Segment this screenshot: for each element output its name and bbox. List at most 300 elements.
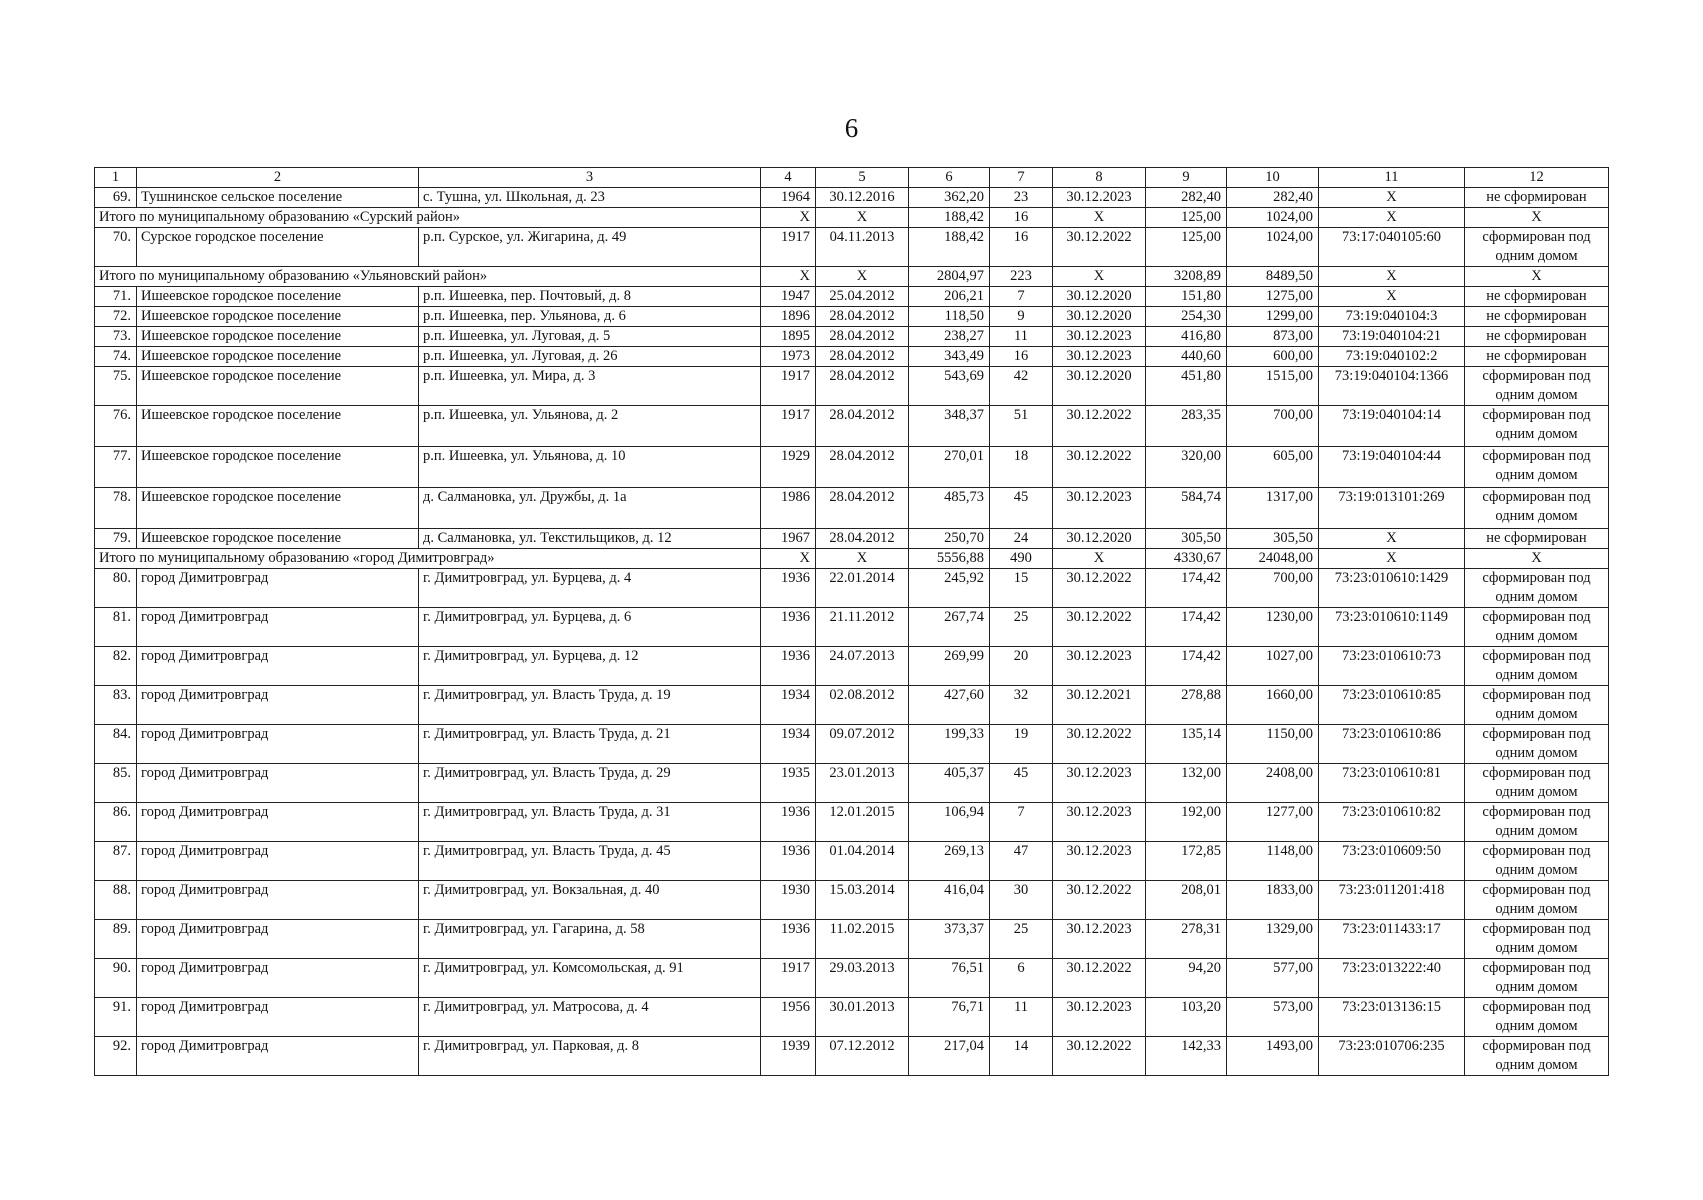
table-row [95,488,1609,529]
column-9-cell: 174,42 [1146,569,1227,608]
row-number-cell: 72. [95,307,137,327]
year-cell: 1917 [761,406,816,447]
year-cell: 1934 [761,725,816,764]
cadastre-cell: 73:19:040104:3 [1319,307,1465,327]
cadastre-cell: 73:17:040105:60 [1319,228,1465,267]
area-cell: 106,94 [909,803,990,842]
settlement-cell: Тушнинское сельское поселение [137,188,419,208]
subtotal-label: Итого по муниципальному образованию «Сурский район» [95,208,761,228]
area-cell: 5556,88 [909,549,990,569]
address-cell: г. Димитровград, ул. Власть Труда, д. 31 [419,803,761,842]
column-10-cell: 1148,00 [1227,842,1319,881]
deadline-cell: 30.12.2022 [1053,881,1146,920]
deadline-cell: 30.12.2023 [1053,842,1146,881]
area-cell: 485,73 [909,488,990,529]
column-9-cell: 135,14 [1146,725,1227,764]
row-number-cell: 70. [95,228,137,267]
cadastre-cell: X [1319,208,1465,228]
table-row [95,367,1609,406]
deadline-cell: 30.12.2023 [1053,347,1146,367]
year-cell: 1947 [761,287,816,307]
cadastre-cell: 73:19:040104:44 [1319,447,1465,488]
column-9-cell: 132,00 [1146,764,1227,803]
cadastre-cell: 73:23:013136:15 [1319,998,1465,1037]
residents-cell: 30 [990,881,1053,920]
area-cell: 343,49 [909,347,990,367]
column-number-header-row [95,168,1609,188]
year-cell: 1936 [761,920,816,959]
column-10-cell: 24048,00 [1227,549,1319,569]
date-cell: 30.12.2016 [816,188,909,208]
column-header: 4 [761,168,816,188]
row-number-cell: 89. [95,920,137,959]
column-10-cell: 1277,00 [1227,803,1319,842]
cadastre-cell: 73:23:011201:418 [1319,881,1465,920]
year-cell: 1936 [761,608,816,647]
row-number-cell: 76. [95,406,137,447]
deadline-cell: 30.12.2022 [1053,725,1146,764]
column-10-cell: 605,00 [1227,447,1319,488]
area-cell: 416,04 [909,881,990,920]
address-cell: г. Димитровград, ул. Комсомольская, д. 91 [419,959,761,998]
area-cell: 269,99 [909,647,990,686]
column-9-cell: 142,33 [1146,1037,1227,1076]
residents-cell: 51 [990,406,1053,447]
date-cell: 28.04.2012 [816,447,909,488]
land-status-cell: X [1465,267,1609,287]
column-9-cell: 254,30 [1146,307,1227,327]
row-number-cell: 71. [95,287,137,307]
residents-cell: 24 [990,529,1053,549]
residents-cell: 9 [990,307,1053,327]
column-10-cell: 600,00 [1227,347,1319,367]
settlement-cell: Сурское городское поселение [137,228,419,267]
row-number-cell: 87. [95,842,137,881]
row-number-cell: 75. [95,367,137,406]
land-status-cell: сформирован под одним домом [1465,842,1609,881]
residents-cell: 7 [990,803,1053,842]
column-10-cell: 1833,00 [1227,881,1319,920]
land-status-cell: сформирован под одним домом [1465,367,1609,406]
column-10-cell: 1024,00 [1227,228,1319,267]
address-cell: р.п. Ишеевка, ул. Мира, д. 3 [419,367,761,406]
settlement-cell: город Димитровград [137,803,419,842]
table-row [95,406,1609,447]
column-9-cell: 283,35 [1146,406,1227,447]
column-9-cell: 208,01 [1146,881,1227,920]
year-cell: 1930 [761,881,816,920]
row-number-cell: 81. [95,608,137,647]
area-cell: 270,01 [909,447,990,488]
deadline-cell: 30.12.2022 [1053,1037,1146,1076]
column-10-cell: 1515,00 [1227,367,1319,406]
date-cell: 28.04.2012 [816,488,909,529]
column-10-cell: 700,00 [1227,406,1319,447]
column-9-cell: 584,74 [1146,488,1227,529]
year-cell: 1917 [761,228,816,267]
cadastre-cell: 73:19:040104:1366 [1319,367,1465,406]
cadastre-cell: 73:23:013222:40 [1319,959,1465,998]
address-cell: г. Димитровград, ул. Бурцева, д. 6 [419,608,761,647]
residents-cell: 16 [990,228,1053,267]
column-9-cell: 125,00 [1146,208,1227,228]
settlement-cell: город Димитровград [137,569,419,608]
column-10-cell: 1660,00 [1227,686,1319,725]
cadastre-cell: 73:23:010610:1429 [1319,569,1465,608]
area-cell: 76,71 [909,998,990,1037]
column-9-cell: 305,50 [1146,529,1227,549]
date-cell: X [816,267,909,287]
residents-cell: 25 [990,608,1053,647]
cadastre-cell: 73:23:010610:81 [1319,764,1465,803]
area-cell: 373,37 [909,920,990,959]
area-cell: 217,04 [909,1037,990,1076]
subtotal-label: Итого по муниципальному образованию «Ульяновский район» [95,267,761,287]
year-cell: 1929 [761,447,816,488]
cadastre-cell: X [1319,188,1465,208]
date-cell: 11.02.2015 [816,920,909,959]
residents-cell: 45 [990,488,1053,529]
settlement-cell: Ишеевское городское поселение [137,406,419,447]
subtotal-label: Итого по муниципальному образованию «город Димитровград» [95,549,761,569]
row-number-cell: 82. [95,647,137,686]
land-status-cell: сформирован под одним домом [1465,447,1609,488]
date-cell: X [816,549,909,569]
settlement-cell: город Димитровград [137,842,419,881]
column-9-cell: 174,42 [1146,647,1227,686]
area-cell: 427,60 [909,686,990,725]
year-cell: X [761,549,816,569]
area-cell: 245,92 [909,569,990,608]
column-header: 5 [816,168,909,188]
column-10-cell: 577,00 [1227,959,1319,998]
land-status-cell: X [1465,549,1609,569]
land-status-cell: не сформирован [1465,307,1609,327]
date-cell: 12.01.2015 [816,803,909,842]
area-cell: 362,20 [909,188,990,208]
address-cell: г. Димитровград, ул. Власть Труда, д. 19 [419,686,761,725]
column-9-cell: 440,60 [1146,347,1227,367]
residents-cell: 11 [990,998,1053,1037]
area-cell: 405,37 [909,764,990,803]
cadastre-cell: X [1319,529,1465,549]
row-number-cell: 80. [95,569,137,608]
housing-register-table [94,167,1609,1076]
land-status-cell: сформирован под одним домом [1465,686,1609,725]
column-9-cell: 416,80 [1146,327,1227,347]
column-10-cell: 1299,00 [1227,307,1319,327]
subtotal-row [95,208,1609,228]
area-cell: 250,70 [909,529,990,549]
residents-cell: 25 [990,920,1053,959]
table-row [95,188,1609,208]
address-cell: д. Салмановка, ул. Текстильщиков, д. 12 [419,529,761,549]
cadastre-cell: 73:19:040104:14 [1319,406,1465,447]
settlement-cell: Ишеевское городское поселение [137,327,419,347]
row-number-cell: 79. [95,529,137,549]
address-cell: г. Димитровград, ул. Парковая, д. 8 [419,1037,761,1076]
subtotal-row [95,549,1609,569]
deadline-cell: 30.12.2020 [1053,307,1146,327]
row-number-cell: 78. [95,488,137,529]
land-status-cell: сформирован под одним домом [1465,803,1609,842]
address-cell: г. Димитровград, ул. Власть Труда, д. 29 [419,764,761,803]
table-row [95,881,1609,920]
land-status-cell: сформирован под одним домом [1465,920,1609,959]
table-row [95,228,1609,267]
table-row [95,1037,1609,1076]
cadastre-cell: 73:19:040102:2 [1319,347,1465,367]
date-cell: 07.12.2012 [816,1037,909,1076]
table-row [95,529,1609,549]
column-header: 3 [419,168,761,188]
settlement-cell: город Димитровград [137,920,419,959]
address-cell: г. Димитровград, ул. Бурцева, д. 4 [419,569,761,608]
settlement-cell: город Димитровград [137,881,419,920]
deadline-cell: 30.12.2023 [1053,647,1146,686]
row-number-cell: 73. [95,327,137,347]
settlement-cell: Ишеевское городское поселение [137,447,419,488]
deadline-cell: 30.12.2023 [1053,998,1146,1037]
residents-cell: 18 [990,447,1053,488]
year-cell: 1964 [761,188,816,208]
area-cell: 269,13 [909,842,990,881]
year-cell: 1936 [761,803,816,842]
date-cell: 28.04.2012 [816,327,909,347]
address-cell: г. Димитровград, ул. Матросова, д. 4 [419,998,761,1037]
land-status-cell: не сформирован [1465,347,1609,367]
deadline-cell: 30.12.2020 [1053,529,1146,549]
table-row [95,686,1609,725]
year-cell: 1896 [761,307,816,327]
column-header: 1 [95,168,137,188]
date-cell: 02.08.2012 [816,686,909,725]
row-number-cell: 91. [95,998,137,1037]
settlement-cell: город Димитровград [137,647,419,686]
table-row [95,920,1609,959]
settlement-cell: Ишеевское городское поселение [137,287,419,307]
table-row [95,307,1609,327]
column-10-cell: 1329,00 [1227,920,1319,959]
date-cell: 28.04.2012 [816,406,909,447]
table-row [95,842,1609,881]
cadastre-cell: 73:19:013101:269 [1319,488,1465,529]
deadline-cell: 30.12.2023 [1053,488,1146,529]
subtotal-row [95,267,1609,287]
address-cell: г. Димитровград, ул. Власть Труда, д. 45 [419,842,761,881]
column-9-cell: 103,20 [1146,998,1227,1037]
column-header: 11 [1319,168,1465,188]
column-10-cell: 1024,00 [1227,208,1319,228]
column-10-cell: 8489,50 [1227,267,1319,287]
date-cell: 28.04.2012 [816,367,909,406]
table-row [95,327,1609,347]
column-10-cell: 1150,00 [1227,725,1319,764]
table-row [95,347,1609,367]
row-number-cell: 92. [95,1037,137,1076]
land-status-cell: не сформирован [1465,327,1609,347]
date-cell: 15.03.2014 [816,881,909,920]
cadastre-cell: 73:23:011433:17 [1319,920,1465,959]
column-10-cell: 1493,00 [1227,1037,1319,1076]
deadline-cell: 30.12.2020 [1053,367,1146,406]
deadline-cell: 30.12.2022 [1053,569,1146,608]
residents-cell: 223 [990,267,1053,287]
deadline-cell: 30.12.2020 [1053,287,1146,307]
column-10-cell: 1230,00 [1227,608,1319,647]
land-status-cell: не сформирован [1465,188,1609,208]
column-9-cell: 278,88 [1146,686,1227,725]
date-cell: 21.11.2012 [816,608,909,647]
date-cell: 04.11.2013 [816,228,909,267]
row-number-cell: 74. [95,347,137,367]
table-row [95,287,1609,307]
column-header: 9 [1146,168,1227,188]
column-10-cell: 573,00 [1227,998,1319,1037]
year-cell: X [761,267,816,287]
cadastre-cell: 73:23:010610:82 [1319,803,1465,842]
settlement-cell: Ишеевское городское поселение [137,488,419,529]
deadline-cell: X [1053,549,1146,569]
page-number: 6 [844,113,859,143]
year-cell: 1936 [761,647,816,686]
cadastre-cell: 73:23:010610:73 [1319,647,1465,686]
column-header: 10 [1227,168,1319,188]
residents-cell: 15 [990,569,1053,608]
area-cell: 76,51 [909,959,990,998]
date-cell: 25.04.2012 [816,287,909,307]
date-cell: 28.04.2012 [816,347,909,367]
table-row [95,998,1609,1037]
row-number-cell: 84. [95,725,137,764]
table-row [95,959,1609,998]
address-cell: с. Тушна, ул. Школьная, д. 23 [419,188,761,208]
area-cell: 348,37 [909,406,990,447]
column-10-cell: 1027,00 [1227,647,1319,686]
area-cell: 199,33 [909,725,990,764]
land-status-cell: X [1465,208,1609,228]
column-header: 2 [137,168,419,188]
deadline-cell: 30.12.2022 [1053,608,1146,647]
year-cell: 1936 [761,842,816,881]
residents-cell: 45 [990,764,1053,803]
column-header: 7 [990,168,1053,188]
table-row [95,569,1609,608]
settlement-cell: Ишеевское городское поселение [137,347,419,367]
settlement-cell: город Димитровград [137,959,419,998]
year-cell: 1939 [761,1037,816,1076]
settlement-cell: Ишеевское городское поселение [137,367,419,406]
date-cell: 22.01.2014 [816,569,909,608]
residents-cell: 16 [990,347,1053,367]
settlement-cell: город Димитровград [137,725,419,764]
land-status-cell: сформирован под одним домом [1465,608,1609,647]
date-cell: 30.01.2013 [816,998,909,1037]
deadline-cell: 30.12.2023 [1053,188,1146,208]
address-cell: р.п. Ишеевка, ул. Ульянова, д. 2 [419,406,761,447]
residents-cell: 7 [990,287,1053,307]
deadline-cell: 30.12.2022 [1053,447,1146,488]
address-cell: р.п. Ишеевка, ул. Луговая, д. 26 [419,347,761,367]
column-9-cell: 172,85 [1146,842,1227,881]
area-cell: 267,74 [909,608,990,647]
cadastre-cell: 73:23:010610:85 [1319,686,1465,725]
column-9-cell: 282,40 [1146,188,1227,208]
column-10-cell: 282,40 [1227,188,1319,208]
year-cell: 1917 [761,959,816,998]
area-cell: 188,42 [909,208,990,228]
address-cell: г. Димитровград, ул. Гагарина, д. 58 [419,920,761,959]
land-status-cell: сформирован под одним домом [1465,569,1609,608]
column-9-cell: 125,00 [1146,228,1227,267]
row-number-cell: 86. [95,803,137,842]
cadastre-cell: X [1319,267,1465,287]
row-number-cell: 77. [95,447,137,488]
area-cell: 118,50 [909,307,990,327]
cadastre-cell: X [1319,287,1465,307]
column-header: 6 [909,168,990,188]
year-cell: 1973 [761,347,816,367]
residents-cell: 32 [990,686,1053,725]
residents-cell: 19 [990,725,1053,764]
date-cell: 23.01.2013 [816,764,909,803]
column-10-cell: 873,00 [1227,327,1319,347]
area-cell: 238,27 [909,327,990,347]
land-status-cell: сформирован под одним домом [1465,647,1609,686]
year-cell: 1935 [761,764,816,803]
deadline-cell: X [1053,208,1146,228]
land-status-cell: сформирован под одним домом [1465,488,1609,529]
column-10-cell: 2408,00 [1227,764,1319,803]
year-cell: 1967 [761,529,816,549]
row-number-cell: 90. [95,959,137,998]
address-cell: р.п. Ишеевка, пер. Ульянова, д. 6 [419,307,761,327]
deadline-cell: 30.12.2022 [1053,959,1146,998]
residents-cell: 16 [990,208,1053,228]
settlement-cell: город Димитровград [137,998,419,1037]
residents-cell: 6 [990,959,1053,998]
deadline-cell: 30.12.2021 [1053,686,1146,725]
column-9-cell: 278,31 [1146,920,1227,959]
land-status-cell: не сформирован [1465,287,1609,307]
column-9-cell: 4330,67 [1146,549,1227,569]
year-cell: 1895 [761,327,816,347]
cadastre-cell: 73:23:010706:235 [1319,1037,1465,1076]
column-9-cell: 94,20 [1146,959,1227,998]
land-status-cell: сформирован под одним домом [1465,725,1609,764]
year-cell: 1986 [761,488,816,529]
area-cell: 188,42 [909,228,990,267]
land-status-cell: сформирован под одним домом [1465,881,1609,920]
deadline-cell: 30.12.2022 [1053,228,1146,267]
deadline-cell: 30.12.2022 [1053,406,1146,447]
address-cell: р.п. Сурское, ул. Жигарина, д. 49 [419,228,761,267]
year-cell: 1917 [761,367,816,406]
land-status-cell: не сформирован [1465,529,1609,549]
address-cell: г. Димитровград, ул. Бурцева, д. 12 [419,647,761,686]
column-header: 12 [1465,168,1609,188]
settlement-cell: Ишеевское городское поселение [137,307,419,327]
deadline-cell: X [1053,267,1146,287]
column-9-cell: 320,00 [1146,447,1227,488]
residents-cell: 47 [990,842,1053,881]
column-9-cell: 174,42 [1146,608,1227,647]
residents-cell: 20 [990,647,1053,686]
column-10-cell: 305,50 [1227,529,1319,549]
deadline-cell: 30.12.2023 [1053,327,1146,347]
date-cell: 09.07.2012 [816,725,909,764]
date-cell: 29.03.2013 [816,959,909,998]
